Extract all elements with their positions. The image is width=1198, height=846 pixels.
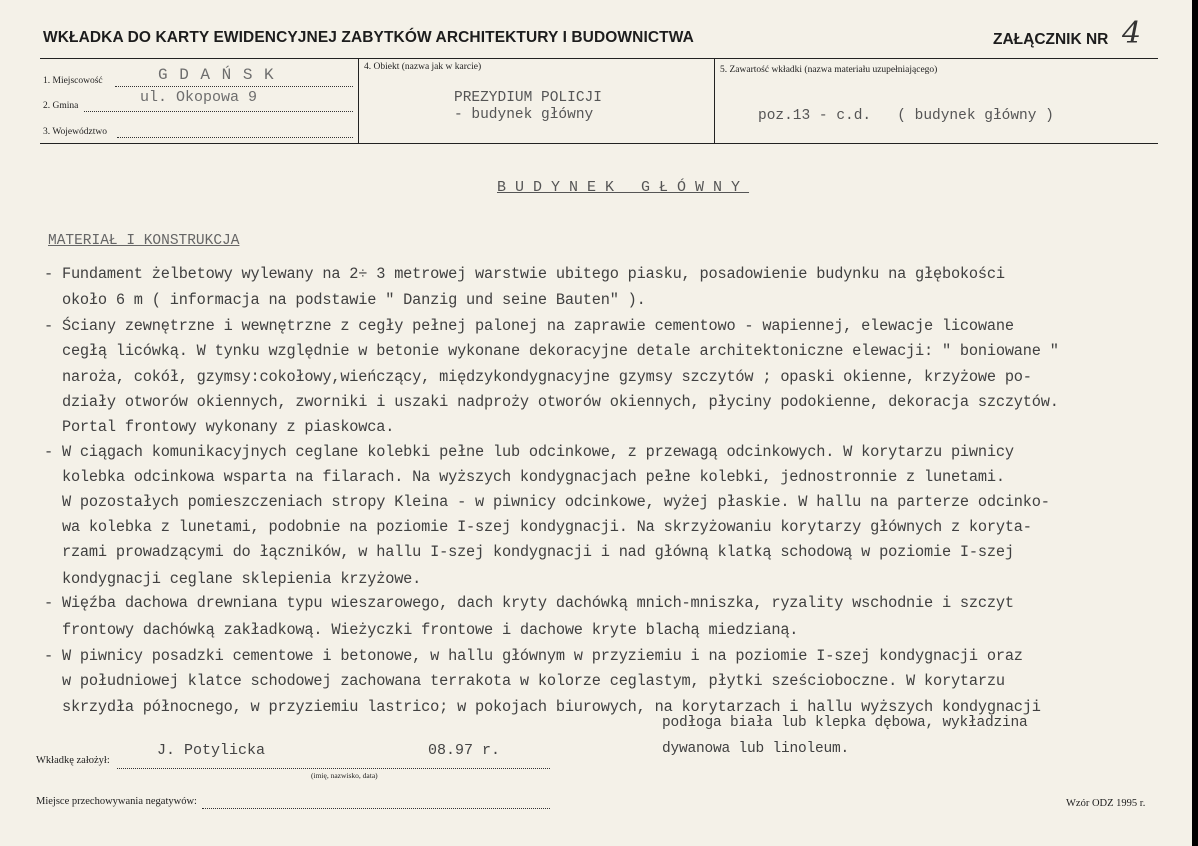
body-line: - Fundament żelbetowy wylewany na 2÷ 3 metrowej warstwie ubitego piasku, posadowienie budynku na głębokości bbox=[44, 265, 1005, 283]
body-line: - W piwnicy posadzki cementowe i betonowe, w hallu głównym w przyziemiu i na poziomie I-szej kondygnacji oraz bbox=[44, 647, 1023, 665]
made-by-date: 08.97 r. bbox=[428, 742, 501, 759]
header-bottom-rule bbox=[40, 143, 1158, 144]
body-line: kondygnacji ceglane sklepienia krzyżowe. bbox=[44, 570, 422, 588]
section-title: BUDYNEK GŁÓWNY bbox=[497, 179, 750, 196]
body-line: Portal frontowy wykonany z piaskowca. bbox=[44, 418, 395, 436]
negatives-label: Miejsce przechowywania negatywów: bbox=[36, 796, 197, 807]
location-value-2: ul. Okopowa 9 bbox=[140, 89, 258, 106]
location-dotline-2 bbox=[84, 111, 353, 112]
header-top-rule bbox=[40, 58, 1158, 59]
location-value-1: G D A Ń S K bbox=[158, 66, 275, 84]
header-divider-2 bbox=[714, 58, 715, 143]
body-line: - Ściany zewnętrzne i wewnętrzne z cegły pełnej palonej na zaprawie cementowo - wapiennej, elewacje licowane bbox=[44, 317, 1014, 335]
object-line-2: - budynek główny bbox=[454, 107, 594, 123]
location-dotline-1 bbox=[115, 86, 353, 87]
attachment-number: 4 bbox=[1122, 16, 1142, 51]
body-line: W pozostałych pomieszczeniach stropy Kleina - w piwnicy odcinkowe, wyżej płaskie. W hallu na parterze odcinko- bbox=[44, 493, 1050, 511]
object-line-1: PREZYDIUM POLICJI bbox=[454, 90, 602, 106]
form-title: WKŁADKA DO KARTY EWIDENCYJNEJ ZABYTKÓW ARCHITEKTURY I BUDOWNICTWA bbox=[43, 29, 694, 46]
scan-border bbox=[1192, 0, 1198, 846]
location-label-2: 2. Gmina bbox=[43, 101, 79, 111]
content-label: 5. Zawartość wkładki (nazwa materiału uzupełniającego) bbox=[720, 65, 938, 75]
body-line: cegłą licówką. W tynku względnie w betonie wykonane dekoracyjne detale architektoniczne elewacji: " boniowane " bbox=[44, 342, 1059, 360]
location-label-3: 3. Województwo bbox=[43, 127, 107, 137]
body-line: rzami prowadzącymi do łączników, w hallu I-szej kondygnacji i nad główną klatką schodową w poziomie I-szej bbox=[44, 543, 1014, 561]
body-line: działy otworów okiennych, zworniki i uszaki nadproży otworów okiennych, płyciny podokienne, dekoracja szczytów. bbox=[44, 393, 1059, 411]
continuation-line-1: podłoga biała lub klepka dębowa, wykładzina bbox=[662, 715, 1028, 731]
body-line: skrzydła północnego, w przyziemiu lastrico; w pokojach biurowych, na korytarzach i hallu wyższych kondygnacji bbox=[44, 698, 1041, 716]
location-label-1: 1. Miejscowość bbox=[43, 76, 103, 86]
made-by-dotline bbox=[117, 768, 550, 769]
header-divider-1 bbox=[358, 58, 359, 143]
construction-heading: MATERIAŁ I KONSTRUKCJA bbox=[48, 233, 240, 249]
body-line: frontowy dachówką zakładkową. Wieżyczki frontowe i dachowe kryte blachą miedzianą. bbox=[44, 621, 799, 639]
attachment-label: ZAŁĄCZNIK NR bbox=[993, 31, 1109, 48]
body-line: - Więźba dachowa drewniana typu wieszarowego, dach kryty dachówką mnich-mniszka, ryzality wschodnie i szczyt bbox=[44, 594, 1014, 612]
template-label: Wzór ODZ 1995 r. bbox=[1066, 798, 1146, 809]
location-dotline-3 bbox=[117, 137, 353, 138]
body-line: kolebka odcinkowa wsparta na filarach. Na wyższych kondygnacjach pełne kolebki, jednostronnie z lunetami. bbox=[44, 468, 1005, 486]
body-line: około 6 m ( informacja na podstawie " Danzig und seine Bauten" ). bbox=[44, 291, 646, 309]
object-label: 4. Obiekt (nazwa jak w karcie) bbox=[364, 62, 482, 72]
body-line: naroża, cokół, gzymsy:cokołowy,wieńczący, międzykondygnacyjne gzymsy szczytów ; opaski okienne, krzyżowe po- bbox=[44, 368, 1032, 386]
negatives-dotline bbox=[202, 808, 550, 809]
content-value: poz.13 - c.d. ( budynek główny ) bbox=[758, 108, 1054, 124]
body-line: w południowej klatce schodowej zachowana terrakota w kolorze ceglastym, płytki sześcioboczne. W korytarzu bbox=[44, 672, 1005, 690]
made-by-label: Wkładkę założył: bbox=[36, 755, 110, 766]
continuation-line-2: dywanowa lub linoleum. bbox=[662, 741, 850, 757]
body-line: - W ciągach komunikacyjnych ceglane kolebki pełne lub odcinkowe, z przewagą odcinkowych. W korytarzu piwnicy bbox=[44, 443, 1014, 461]
made-by-hint: (imię, nazwisko, data) bbox=[311, 771, 378, 780]
body-line: wa kolebka z lunetami, podobnie na poziomie I-szej kondygnacji. Na skrzyżowaniu korytarzy głównych z koryta- bbox=[44, 518, 1032, 536]
made-by-name: J. Potylicka bbox=[157, 742, 266, 759]
